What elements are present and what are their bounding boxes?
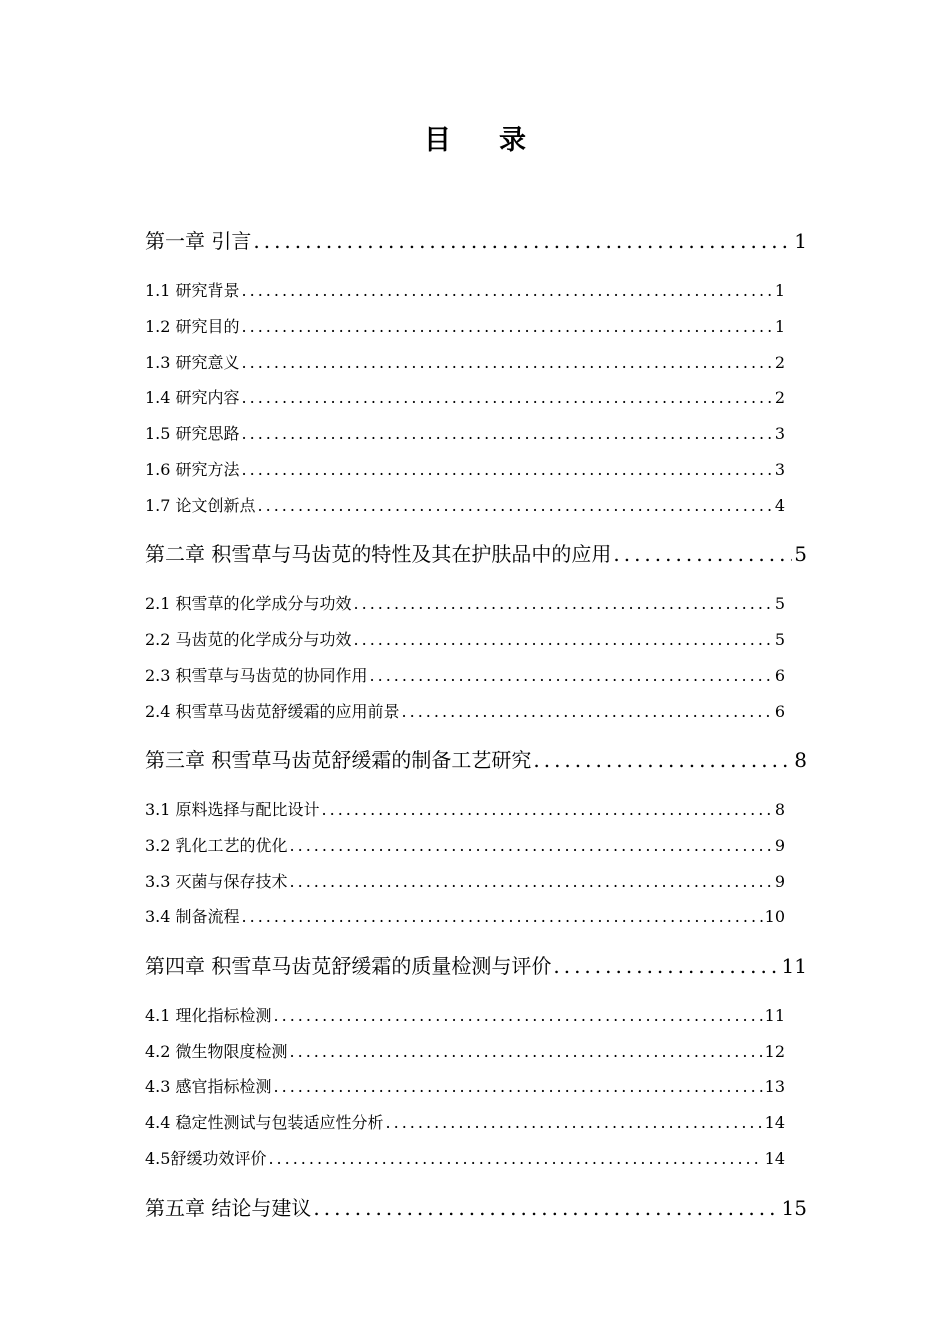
toc-entry-label: 2.1 积雪草的化学成分与功效: [145, 594, 352, 613]
toc-entry-label: 3.4 制备流程: [145, 907, 240, 926]
toc-entry-section-3-2[interactable]: [145, 833, 785, 857]
toc-entry-section-4-4[interactable]: [145, 1110, 785, 1134]
toc-entry-label: 4.4 稳定性测试与包装适应性分析: [145, 1113, 384, 1132]
toc-entry-section-4-1[interactable]: [145, 1003, 785, 1027]
toc-page-number: 11: [764, 1006, 785, 1025]
toc-entry-section-2-3[interactable]: [145, 663, 785, 687]
toc-leader-dots: [386, 1113, 763, 1132]
toc-page-number: 5: [794, 542, 807, 566]
toc-title: [0, 118, 950, 157]
toc-entry-label: 第四章 积雪草马齿苋舒缓霜的质量检测与评价: [145, 954, 552, 978]
toc-entry-section-1-7[interactable]: [145, 493, 785, 517]
toc-page-number: 8: [794, 748, 807, 772]
toc-entry-section-1-1[interactable]: [145, 278, 785, 302]
toc-entry-section-4-2[interactable]: [145, 1039, 785, 1063]
toc-entry-label: 第二章 积雪草与马齿苋的特性及其在护肤品中的应用: [145, 542, 612, 566]
toc-entry-chapter-2[interactable]: [145, 538, 807, 568]
toc-page-number: 13: [764, 1077, 785, 1096]
toc-title-right: 录: [499, 125, 526, 156]
toc-page-number: 5: [774, 594, 785, 613]
toc-entry-label: 1.3 研究意义: [145, 353, 240, 372]
toc-entry-label: 1.2 研究目的: [145, 317, 240, 336]
toc-leader-dots: [242, 353, 773, 372]
toc-entry-section-1-4[interactable]: [145, 385, 785, 409]
toc-entry-section-4-5[interactable]: [145, 1146, 785, 1170]
toc-entry-label: 1.7 论文创新点: [145, 496, 256, 515]
toc-leader-dots: [613, 542, 792, 566]
toc-entry-label: 1.1 研究背景: [145, 281, 240, 300]
toc-leader-dots: [268, 1149, 762, 1168]
toc-leader-dots: [242, 388, 773, 407]
toc-leader-dots: [553, 954, 779, 978]
toc-page-number: 14: [764, 1113, 785, 1132]
toc-leader-dots: [290, 836, 773, 855]
toc-entry-label: 2.4 积雪草马齿苋舒缓霜的应用前景: [145, 702, 400, 721]
toc-leader-dots: [402, 702, 773, 721]
toc-entry-label: 4.1 理化指标检测: [145, 1006, 272, 1025]
toc-leader-dots: [313, 1196, 779, 1220]
toc-leader-dots: [290, 1042, 763, 1061]
toc-leader-dots: [533, 748, 792, 772]
toc-entry-label: 第三章 积雪草马齿苋舒缓霜的制备工艺研究: [145, 748, 532, 772]
toc-entry-section-3-1[interactable]: [145, 797, 785, 821]
toc-leader-dots: [258, 496, 773, 515]
toc-entry-label: 4.5舒缓功效评价: [145, 1149, 267, 1168]
toc-entry-chapter-5[interactable]: [145, 1192, 807, 1222]
toc-entry-label: 1.6 研究方法: [145, 460, 240, 479]
toc-entry-chapter-3[interactable]: [145, 744, 807, 774]
toc-entry-section-2-1[interactable]: [145, 591, 785, 615]
toc-leader-dots: [370, 666, 773, 685]
toc-page-number: 14: [764, 1149, 785, 1168]
toc-entry-section-1-2[interactable]: [145, 314, 785, 338]
toc-entry-label: 1.5 研究思路: [145, 424, 240, 443]
toc-page-number: 6: [774, 666, 785, 685]
toc-leader-dots: [290, 872, 773, 891]
toc-leader-dots: [322, 800, 773, 819]
toc-leader-dots: [242, 317, 773, 336]
toc-entry-label: 2.2 马齿苋的化学成分与功效: [145, 630, 352, 649]
toc-entry-label: 2.3 积雪草与马齿苋的协同作用: [145, 666, 368, 685]
toc-entry-label: 第一章 引言: [145, 229, 252, 253]
toc-page-number: 10: [764, 907, 785, 926]
toc-page-number: 11: [781, 954, 807, 978]
toc-entry-section-1-3[interactable]: [145, 350, 785, 374]
toc-title-left: 目: [424, 125, 451, 156]
toc-page-number: 6: [774, 702, 785, 721]
toc-entry-label: 第五章 结论与建议: [145, 1196, 312, 1220]
toc-entry-label: 4.2 微生物限度检测: [145, 1042, 288, 1061]
toc-leader-dots: [242, 281, 773, 300]
toc-page-number: 4: [774, 496, 785, 515]
toc-page-number: 2: [774, 388, 785, 407]
toc-page-number: 15: [781, 1196, 807, 1220]
toc-entry-section-1-6[interactable]: [145, 457, 785, 481]
toc-page-number: 9: [774, 836, 785, 855]
toc-page-number: 12: [764, 1042, 785, 1061]
toc-leader-dots: [242, 907, 763, 926]
toc-page-number: 5: [774, 630, 785, 649]
toc-entry-label: 4.3 感官指标检测: [145, 1077, 272, 1096]
toc-page-number: 3: [774, 424, 785, 443]
toc-page-number: 9: [774, 872, 785, 891]
toc-leader-dots: [354, 630, 773, 649]
toc-entry-label: 3.1 原料选择与配比设计: [145, 800, 320, 819]
toc-entry-label: 3.2 乳化工艺的优化: [145, 836, 288, 855]
toc-leader-dots: [274, 1006, 763, 1025]
toc-entry-label: 3.3 灭菌与保存技术: [145, 872, 288, 891]
toc-page-number: 1: [794, 229, 807, 253]
toc-page-number: 1: [774, 281, 785, 300]
toc-page-number: 1: [774, 317, 785, 336]
toc-entry-section-3-3[interactable]: [145, 869, 785, 893]
toc-entry-section-2-2[interactable]: [145, 627, 785, 651]
toc-leader-dots: [354, 594, 773, 613]
toc-leader-dots: [242, 424, 773, 443]
toc-entry-section-1-5[interactable]: [145, 421, 785, 445]
toc-entry-section-4-3[interactable]: [145, 1074, 785, 1098]
toc-page-number: 2: [774, 353, 785, 372]
toc-leader-dots: [274, 1077, 763, 1096]
toc-entry-section-3-4[interactable]: [145, 904, 785, 928]
toc-entry-chapter-4[interactable]: [145, 950, 807, 980]
toc-page-number: 3: [774, 460, 785, 479]
toc-leader-dots: [253, 229, 792, 253]
toc-entry-section-2-4[interactable]: [145, 699, 785, 723]
toc-entry-label: 1.4 研究内容: [145, 388, 240, 407]
toc-leader-dots: [242, 460, 773, 479]
toc-page-number: 8: [774, 800, 785, 819]
toc-entry-chapter-1[interactable]: [145, 225, 807, 255]
